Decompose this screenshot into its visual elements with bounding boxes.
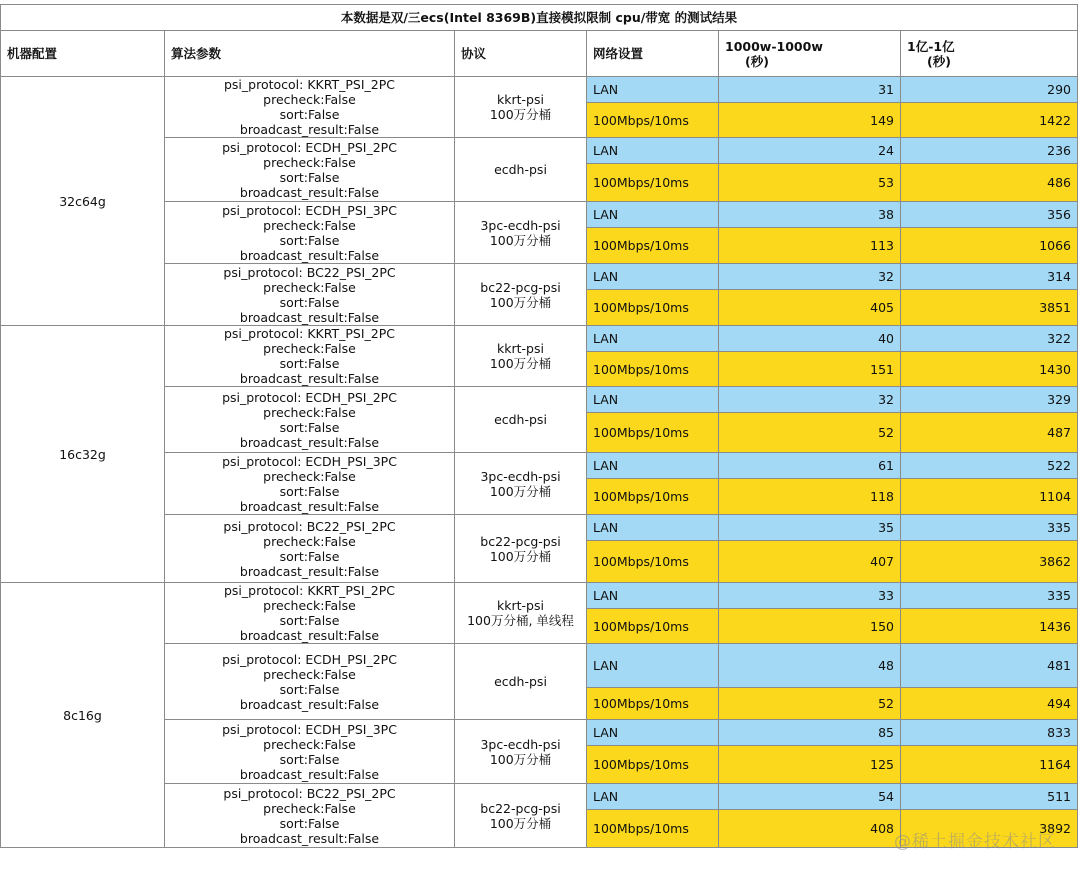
table-row	[1, 583, 1078, 609]
param-line: sort:False	[279, 751, 340, 767]
param-line: psi_protocol: ECDH_PSI_3PC	[222, 202, 397, 218]
protocol-line: bc22-pcg-psi	[480, 279, 561, 295]
network-lan-cell: LAN	[587, 784, 719, 810]
wan-1000w-value: 408	[719, 810, 901, 848]
param-line: psi_protocol: ECDH_PSI_3PC	[222, 721, 397, 737]
lan-1000w-value: 32	[719, 264, 901, 290]
param-line: sort:False	[279, 356, 340, 371]
param-line: psi_protocol: ECDH_PSI_2PC	[222, 139, 397, 155]
lan-1000w-value: 33	[719, 583, 901, 609]
network-wan-cell: 100Mbps/10ms	[587, 810, 719, 848]
wan-1yi-value: 3862	[901, 541, 1078, 583]
param-line: sort:False	[279, 107, 340, 122]
header-protocol: 协议	[455, 31, 587, 77]
param-line: psi_protocol: KKRT_PSI_2PC	[223, 583, 396, 598]
lan-1yi-value: 335	[901, 515, 1078, 541]
lan-1000w-value: 85	[719, 720, 901, 746]
wan-1000w-value: 52	[719, 413, 901, 453]
network-lan-cell: LAN	[587, 138, 719, 164]
protocol-line: 100万分桶	[489, 232, 552, 248]
protocol-cell	[455, 77, 587, 138]
machine-config-cell: 32c64g	[1, 77, 165, 326]
param-line: psi_protocol: BC22_PSI_2PC	[223, 785, 396, 801]
protocol-cell	[455, 720, 587, 784]
header-1yi-unit: (秒)	[927, 53, 951, 69]
network-lan-cell: LAN	[587, 720, 719, 746]
protocol-line: ecdh-psi	[494, 412, 547, 427]
table-row	[1, 326, 1078, 352]
header-1yi-label: 1亿-1亿	[907, 38, 955, 54]
protocol-cell	[455, 784, 587, 848]
wan-1yi-value: 1164	[901, 746, 1078, 784]
algorithm-params-cell	[165, 453, 455, 515]
network-lan-cell: LAN	[587, 387, 719, 413]
param-line: precheck:False	[263, 154, 356, 170]
wan-1yi-value: 3892	[901, 810, 1078, 848]
param-line: broadcast_result:False	[239, 830, 380, 846]
lan-1yi-value: 236	[901, 138, 1078, 164]
watermark: @稀土掘金技术社区	[894, 832, 1056, 852]
network-wan-cell: 100Mbps/10ms	[587, 541, 719, 583]
wan-1000w-value: 150	[719, 609, 901, 644]
param-line: precheck:False	[263, 341, 356, 356]
wan-1yi-value: 3851	[901, 290, 1078, 326]
results-table	[0, 4, 1078, 848]
param-line: precheck:False	[263, 800, 356, 816]
param-line: sort:False	[279, 232, 340, 248]
wan-1000w-value: 151	[719, 352, 901, 387]
lan-1000w-value: 54	[719, 784, 901, 810]
param-line: sort:False	[279, 483, 340, 499]
param-line: broadcast_result:False	[239, 371, 380, 386]
protocol-line: 100万分桶	[489, 294, 552, 310]
lan-1yi-value: 511	[901, 784, 1078, 810]
network-wan-cell: 100Mbps/10ms	[587, 103, 719, 138]
algorithm-params-cell	[165, 644, 455, 720]
protocol-line: 100万分桶	[489, 483, 552, 499]
network-wan-cell: 100Mbps/10ms	[587, 164, 719, 202]
wan-1yi-value: 487	[901, 413, 1078, 453]
wan-1000w-value: 407	[719, 541, 901, 583]
param-line: broadcast_result:False	[239, 122, 380, 137]
table-body	[1, 77, 1078, 848]
param-line: psi_protocol: ECDH_PSI_3PC	[222, 453, 397, 469]
wan-1000w-value: 125	[719, 746, 901, 784]
param-line: broadcast_result:False	[239, 184, 380, 200]
algorithm-params-cell	[165, 515, 455, 583]
protocol-line: ecdh-psi	[494, 674, 547, 689]
lan-1000w-value: 48	[719, 644, 901, 688]
param-line: precheck:False	[263, 404, 356, 420]
network-wan-cell: 100Mbps/10ms	[587, 413, 719, 453]
lan-1000w-value: 35	[719, 515, 901, 541]
network-wan-cell: 100Mbps/10ms	[587, 746, 719, 784]
lan-1000w-value: 32	[719, 387, 901, 413]
protocol-line: 100万分桶, 单线程	[467, 613, 574, 628]
lan-1000w-value: 31	[719, 77, 901, 103]
lan-1yi-value: 290	[901, 77, 1078, 103]
protocol-line: bc22-pcg-psi	[480, 533, 561, 549]
param-line: sort:False	[279, 681, 340, 697]
param-line: psi_protocol: KKRT_PSI_2PC	[223, 326, 396, 341]
header-1000w-label: 1000w-1000w	[725, 38, 823, 54]
protocol-line: 3pc-ecdh-psi	[480, 468, 561, 484]
param-line: broadcast_result:False	[239, 696, 380, 712]
protocol-cell	[455, 453, 587, 515]
network-wan-cell: 100Mbps/10ms	[587, 688, 719, 720]
protocol-line: bc22-pcg-psi	[480, 800, 561, 816]
machine-config-cell: 8c16g	[1, 583, 165, 848]
lan-1yi-value: 322	[901, 326, 1078, 352]
wan-1yi-value: 1104	[901, 479, 1078, 515]
protocol-cell	[455, 326, 587, 387]
wan-1yi-value: 1430	[901, 352, 1078, 387]
algorithm-params-cell	[165, 202, 455, 264]
algorithm-params-cell	[165, 138, 455, 202]
network-lan-cell: LAN	[587, 644, 719, 688]
table-row	[1, 77, 1078, 103]
param-line: precheck:False	[263, 468, 356, 484]
wan-1000w-value: 118	[719, 479, 901, 515]
algorithm-params-cell	[165, 720, 455, 784]
wan-1000w-value: 53	[719, 164, 901, 202]
header-1000w-unit: (秒)	[745, 53, 769, 69]
param-line: psi_protocol: BC22_PSI_2PC	[223, 518, 396, 534]
param-line: sort:False	[279, 294, 340, 310]
network-lan-cell: LAN	[587, 326, 719, 352]
header-params: 算法参数	[165, 31, 455, 77]
param-line: broadcast_result:False	[239, 766, 380, 782]
wan-1000w-value: 405	[719, 290, 901, 326]
lan-1yi-value: 356	[901, 202, 1078, 228]
param-line: sort:False	[279, 169, 340, 185]
network-lan-cell: LAN	[587, 453, 719, 479]
protocol-cell	[455, 644, 587, 720]
param-line: broadcast_result:False	[239, 247, 380, 263]
param-line: broadcast_result:False	[239, 309, 380, 325]
algorithm-params-cell	[165, 583, 455, 644]
protocol-line: 100万分桶	[489, 356, 552, 371]
header-1yi	[901, 31, 1078, 77]
network-lan-cell: LAN	[587, 202, 719, 228]
protocol-line: kkrt-psi	[497, 341, 544, 356]
param-line: precheck:False	[263, 279, 356, 295]
param-line: sort:False	[279, 815, 340, 831]
param-line: precheck:False	[263, 598, 356, 613]
wan-1yi-value: 1066	[901, 228, 1078, 264]
wan-1yi-value: 1422	[901, 103, 1078, 138]
lan-1000w-value: 24	[719, 138, 901, 164]
protocol-cell	[455, 202, 587, 264]
protocol-line: 100万分桶	[489, 107, 552, 122]
param-line: precheck:False	[263, 92, 356, 107]
param-line: precheck:False	[263, 217, 356, 233]
protocol-cell	[455, 583, 587, 644]
lan-1yi-value: 329	[901, 387, 1078, 413]
protocol-line: 3pc-ecdh-psi	[480, 736, 561, 752]
protocol-cell	[455, 515, 587, 583]
wan-1yi-value: 1436	[901, 609, 1078, 644]
network-lan-cell: LAN	[587, 583, 719, 609]
machine-config-cell: 16c32g	[1, 326, 165, 583]
lan-1000w-value: 61	[719, 453, 901, 479]
lan-1yi-value: 481	[901, 644, 1078, 688]
protocol-line: 100万分桶	[489, 751, 552, 767]
wan-1yi-value: 494	[901, 688, 1078, 720]
network-wan-cell: 100Mbps/10ms	[587, 228, 719, 264]
network-wan-cell: 100Mbps/10ms	[587, 352, 719, 387]
header-machine: 机器配置	[1, 31, 165, 77]
protocol-cell	[455, 138, 587, 202]
param-line: sort:False	[279, 419, 340, 435]
wan-1000w-value: 149	[719, 103, 901, 138]
lan-1yi-value: 833	[901, 720, 1078, 746]
protocol-line: ecdh-psi	[494, 162, 547, 177]
network-lan-cell: LAN	[587, 515, 719, 541]
param-line: sort:False	[279, 548, 340, 564]
protocol-cell	[455, 387, 587, 453]
param-line: precheck:False	[263, 666, 356, 682]
protocol-line: kkrt-psi	[497, 92, 544, 107]
title-row	[1, 5, 1078, 31]
network-wan-cell: 100Mbps/10ms	[587, 479, 719, 515]
header-network: 网络设置	[587, 31, 719, 77]
header-row	[1, 31, 1078, 77]
protocol-line: 100万分桶	[489, 548, 552, 564]
algorithm-params-cell	[165, 784, 455, 848]
lan-1yi-value: 314	[901, 264, 1078, 290]
param-line: psi_protocol: BC22_PSI_2PC	[223, 264, 396, 280]
network-wan-cell: 100Mbps/10ms	[587, 290, 719, 326]
network-lan-cell: LAN	[587, 77, 719, 103]
lan-1000w-value: 38	[719, 202, 901, 228]
lan-1yi-value: 335	[901, 583, 1078, 609]
param-line: broadcast_result:False	[239, 434, 380, 450]
algorithm-params-cell	[165, 326, 455, 387]
wan-1yi-value: 486	[901, 164, 1078, 202]
algorithm-params-cell	[165, 77, 455, 138]
table-title: 本数据是双/三ecs(Intel 8369B)直接模拟限制 cpu/带宽 的测试结果	[1, 5, 1078, 31]
network-wan-cell: 100Mbps/10ms	[587, 609, 719, 644]
param-line: psi_protocol: ECDH_PSI_2PC	[222, 389, 397, 405]
algorithm-params-cell	[165, 264, 455, 326]
lan-1yi-value: 522	[901, 453, 1078, 479]
wan-1000w-value: 113	[719, 228, 901, 264]
param-line: broadcast_result:False	[239, 628, 380, 643]
header-1000w	[719, 31, 901, 77]
param-line: broadcast_result:False	[239, 498, 380, 514]
param-line: precheck:False	[263, 736, 356, 752]
param-line: psi_protocol: KKRT_PSI_2PC	[223, 77, 396, 92]
lan-1000w-value: 40	[719, 326, 901, 352]
protocol-line: 100万分桶	[489, 815, 552, 831]
protocol-line: 3pc-ecdh-psi	[480, 217, 561, 233]
param-line: precheck:False	[263, 533, 356, 549]
algorithm-params-cell	[165, 387, 455, 453]
protocol-cell	[455, 264, 587, 326]
param-line: psi_protocol: ECDH_PSI_2PC	[222, 651, 397, 667]
network-lan-cell: LAN	[587, 264, 719, 290]
protocol-line: kkrt-psi	[497, 598, 544, 613]
param-line: broadcast_result:False	[239, 563, 380, 579]
wan-1000w-value: 52	[719, 688, 901, 720]
param-line: sort:False	[279, 613, 340, 628]
